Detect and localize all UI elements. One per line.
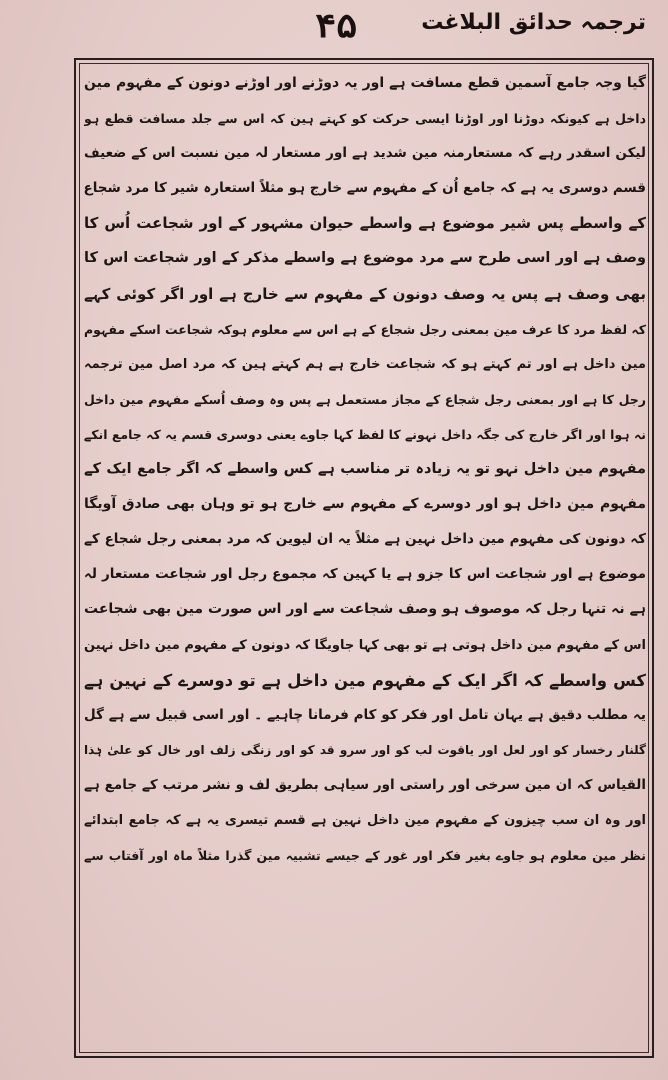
text-line: اس کے مفہوم مین داخل ہوتی ہے تو بھی کہا جاویگا کہ دونون کے مفہوم مین داخل نہین [84, 637, 646, 653]
text-line: مفہوم مین داخل ہو اور دوسرے کے مفہوم سے خارج ہو تو وہان بھی صادق آویگا [84, 496, 646, 513]
text-line: ہے نہ تنہا رجل کہ موصوف ہو وصف شجاعت سے اور اس صورت مین بھی شجاعت [84, 601, 646, 618]
text-line: وصف ہے اور اسی طرح سے مرد موضوع ہے واسطے مذکر کے اور شجاعت اس کا [84, 250, 646, 267]
text-line: نہ ہوا اور اگر خارج کی جگہ داخل نہونے کا لفظ کہا جاوے یعنی دوسری قسم یہ کہ جامع انکے [84, 426, 646, 442]
text-line: کہ لفظ مرد کا عرف مین بمعنی رجل شجاع کے ہے اس سے معلوم ہوکہ شجاعت اسکے مفہوم [84, 321, 646, 337]
page-number: ۴۵ [315, 6, 358, 46]
running-title: ترجمہ حدائق البلاغت [421, 10, 646, 35]
text-line: کہ دونون کی مفہوم مین داخل نہین ہے مثلاً یہ ان لیوین کہ مرد بمعنی رجل شجاع کے [84, 531, 646, 548]
text-line: گلنار رخسار کو اور لعل اور یاقوت لب کو اور سرو قد کو اور زنگی زلف اور خال کو علیٰ ہٰذا [84, 742, 646, 757]
text-line: مفہوم مین داخل نہو تو یہ زیادہ تر مناسب ہے کس واسطے کہ اگر جامع ایک کے [84, 461, 646, 478]
text-line: موضوع ہے اور شجاعت اس کا جزو ہے یا کہین کہ مجموع رجل اور شجاعت مستعار لہ [84, 566, 646, 583]
text-line: نظر مین معلوم ہو جاوے بغیر فکر اور غور کے جیسے تشبیہ مین گذرا مثلاً ماہ اور آفتاب سے [84, 848, 646, 864]
text-body [84, 66, 646, 1050]
text-line: کس واسطے کہ اگر ایک کے مفہوم مین داخل ہے تو دوسرے کے نہین ہے [84, 670, 646, 690]
text-line: قسم دوسری یہ ہے کہ جامع اُن کے مفہوم سے خارج ہو مثلاً استعارہ شیر کا مرد شجاع [84, 180, 646, 197]
text-line: رجل کا ہے اور بمعنی رجل شجاع کے مجاز مستعمل ہے پس وہ وصف اُسکے مفہوم مین داخل [84, 391, 646, 407]
page-header [0, 0, 668, 56]
text-line: القیاس کہ ان مین سرخی اور راستی اور سیاہی بطریق لف و نشر مرتب کے جامع ہے [84, 776, 646, 793]
text-line: لیکن اسقدر رہے کہ مستعارمنہ مین شدید ہے اور مستعار لہ مین نسبت اس کے ضعیف [84, 145, 646, 162]
text-line: داخل ہے کیونکہ دوڑنا اور اوڑنا ایسی حرکت کو کہتے ہین کہ اس سے جلد مسافت قطع ہو [84, 111, 646, 127]
text-line: اور وہ ان سب چیزون کے مفہوم مین داخل نہین ہے قسم تیسری یہ ہے کہ جامع ابتدائے [84, 812, 646, 828]
text-line: کے واسطے پس شیر موضوع ہے واسطے حیوان مشہور کے اور شجاعت اُس کا [84, 214, 646, 233]
text-line: گیا وجہ جامع آسمین قطع مسافت ہے اور یہ دوڑنے اور اوڑنے دونون کے مفہوم مین [84, 75, 646, 91]
text-line: یہ مطلب دقیق ہے یہان تامل اور فکر کو کام فرمانا چاہیے ۔ اور اسی قبیل سے ہے گل [84, 706, 646, 723]
text-line: مین داخل ہے اور تم کہتے ہو کہ شجاعت خارج ہے ہم کہتے ہین کہ مرد اصل مین ترجمہ [84, 356, 646, 372]
text-line: بھی وصف ہے پس یہ وصف دونون کے مفہوم سے خارج ہے اور اگر کوئی کہے [84, 284, 646, 303]
